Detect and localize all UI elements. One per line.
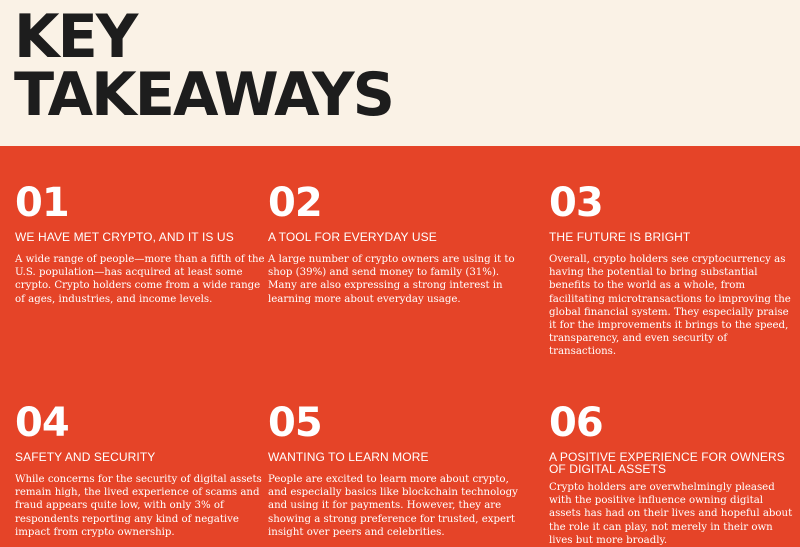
takeaway-number: 06 — [549, 400, 603, 446]
takeaway-heading: THE FUTURE IS BRIGHT — [549, 230, 691, 244]
takeaway-card-01 — [15, 180, 265, 306]
takeaway-card-05 — [268, 400, 518, 539]
page-title-line-2: TAKEAWAYS — [14, 60, 394, 130]
header-banner — [0, 0, 800, 146]
takeaway-body: People are excited to learn more about crypto, and especially basics like blockchain technology and using it for payments. However, they are showing a strong preference for trusted, expert insight over peers and celebrities. — [268, 474, 518, 538]
takeaway-body: While concerns for the security of digital assets remain high, the lived experience of scams and fraud appears quite low, with only 3% of respondents reporting any kind of negative impact from crypto ownership. — [15, 474, 262, 538]
takeaway-card-02 — [268, 180, 518, 306]
takeaway-card-06 — [549, 400, 795, 547]
takeaway-card-03 — [549, 180, 795, 359]
page-title-line-1: KEY — [14, 2, 137, 72]
takeaway-number: 04 — [15, 400, 69, 446]
takeaway-body: A wide range of people—more than a fifth of the U.S. population—has acquired at least some crypto. Crypto holders come from a wide range of ages, industries, and income levels. — [15, 254, 265, 305]
takeaway-body: Crypto holders are overwhelmingly pleased with the positive influence owning digital assets has had on their lives and hopeful about the role it can play, not merely in their own lives but more broadly. — [549, 482, 793, 546]
takeaway-heading: A POSITIVE EXPERIENCE FOR OWNERS OF DIGITAL ASSETS — [549, 450, 785, 476]
takeaway-card-04 — [15, 400, 265, 539]
takeaway-number: 01 — [15, 180, 69, 226]
takeaway-body: A large number of crypto owners are using it to shop (39%) and send money to family (31%). Many are also expressing a strong interest in learning more about everyday usage. — [268, 254, 515, 305]
takeaway-number: 05 — [268, 400, 322, 446]
takeaway-heading: WANTING TO LEARN MORE — [268, 450, 429, 464]
takeaway-body: Overall, crypto holders see cryptocurrency as having the potential to bring substantial benefits to the world as a whole, from facilitating microtransactions to improving the global financial system. They especially praise it for the improvements it brings to the speed, transparency, and even security of transactions. — [549, 254, 791, 358]
page-title — [14, 2, 394, 130]
takeaway-number: 02 — [268, 180, 322, 226]
takeaway-number: 03 — [549, 180, 603, 226]
takeaway-heading: WE HAVE MET CRYPTO, AND IT IS US — [15, 230, 234, 244]
takeaway-heading: SAFETY AND SECURITY — [15, 450, 156, 464]
takeaway-heading: A TOOL FOR EVERYDAY USE — [268, 230, 437, 244]
